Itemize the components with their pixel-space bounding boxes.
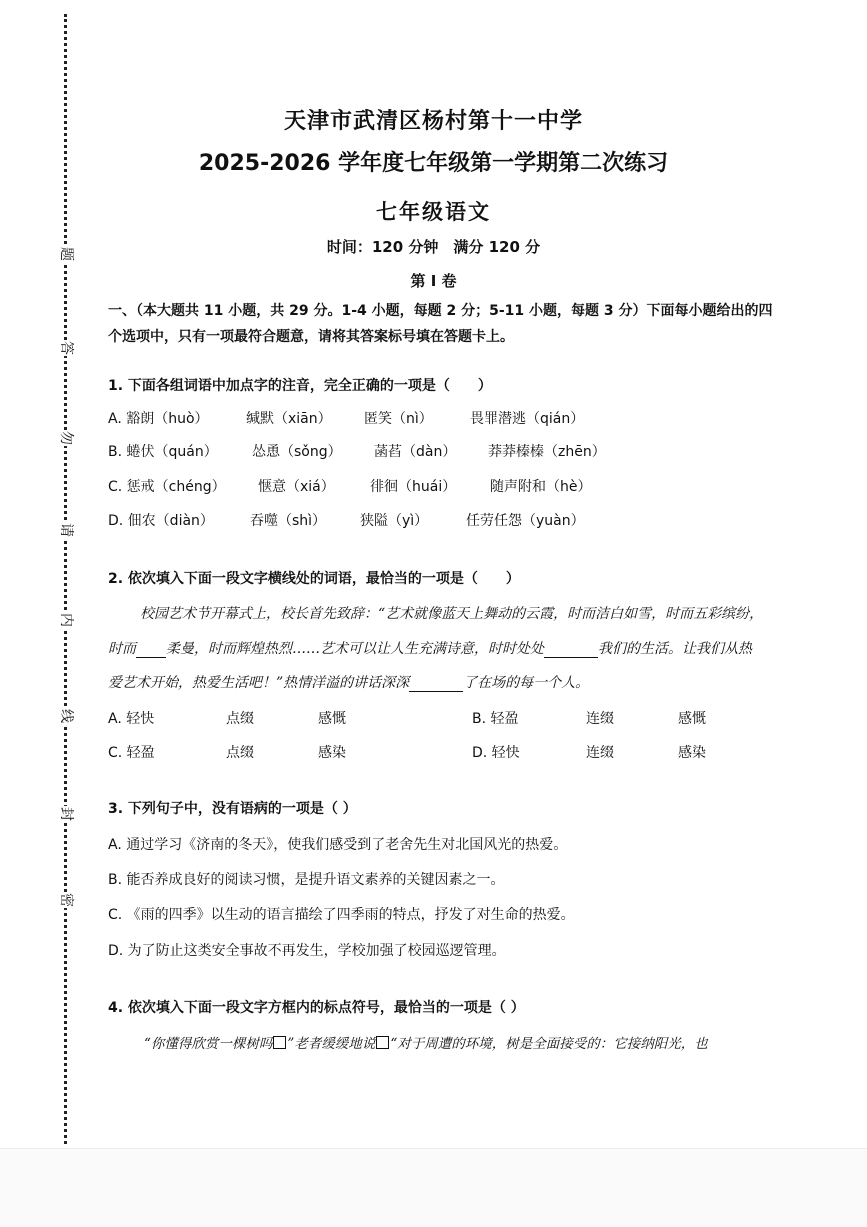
school-title: 天津市武清区杨村第十一中学 [283, 109, 583, 134]
passage-text: ”老者缓缓地说 [287, 1036, 376, 1052]
passage-text: 我们的生活。让我们从热 [598, 641, 752, 657]
question-4-stem: 4. 依次填入下面一段文字方框内的标点符号，最恰当的一项是（ ） [108, 1000, 525, 1016]
passage-text: “对于周遭的环境，树是全面接受的：它接纳阳光，也 [390, 1036, 708, 1052]
page-bottom-edge [0, 1148, 867, 1227]
question-2-passage-line3 [108, 672, 589, 692]
q2-option-b-word3: 感慨 [678, 711, 706, 727]
margin-char: 请 [58, 523, 74, 537]
passage-text: 了在场的每一个人。 [463, 675, 590, 691]
margin-char: 线 [58, 709, 74, 723]
option-a-word1: A. 豁朗（huò） [108, 411, 209, 427]
q3-option-a: A. 通过学习《济南的冬天》，使我们感受到了老舍先生对北国风光的热爱。 [108, 837, 568, 853]
option-d-word1: D. 佃农（diàn） [108, 513, 214, 529]
option-b-word2: 怂恿（sǒng） [252, 444, 342, 460]
q3-option-b: B. 能否养成良好的阅读习惯，是提升语文素养的关键因素之一。 [108, 872, 505, 888]
q2-option-a-label: A. 轻快 [108, 711, 155, 727]
q3-option-c: C. 《雨的四季》以生动的语言描绘了四季雨的特点，抒发了对生命的热爱。 [108, 907, 575, 923]
option-a-word2: 缄默（xiān） [246, 411, 332, 427]
option-c-word2: 惬意（xiá） [258, 479, 335, 495]
q2-option-c-label: C. 轻盈 [108, 745, 155, 761]
option-c-word1: C. 惩戒（chéng） [108, 479, 226, 495]
passage-text: “你懂得欣赏一棵树吗 [144, 1036, 273, 1052]
fill-blank-2 [544, 641, 598, 658]
q2-option-b-word2: 连缀 [586, 711, 614, 727]
margin-char: 勿 [58, 431, 74, 445]
section-instruction-line1: 一、（本大题共 11 小题，共 29 分。1-4 小题，每题 2 分；5-11 小题，每题 3 分）下面每小题给出的四 [108, 303, 773, 319]
q2-option-d-label: D. 轻快 [472, 745, 520, 761]
option-a-word4: 畏罪潜逃（qián） [470, 411, 585, 427]
question-2-passage-line2 [108, 638, 752, 658]
binding-dotted-line [64, 14, 67, 1144]
option-b-word4: 莽莽榛榛（zhēn） [488, 444, 606, 460]
option-b-word1: B. 蜷伏（quán） [108, 444, 218, 460]
q3-option-d: D. 为了防止这类安全事故不再发生，学校加强了校园巡逻管理。 [108, 943, 506, 959]
option-d-word4: 任劳任怨（yuàn） [466, 513, 585, 529]
q2-option-c-word2: 点缀 [226, 745, 254, 761]
passage-text: 时而 [108, 641, 136, 657]
q2-option-a-word3: 感慨 [318, 711, 346, 727]
margin-char: 密 [58, 893, 74, 907]
option-c-word3: 徘徊（huái） [370, 479, 457, 495]
margin-char: 内 [58, 613, 74, 627]
q2-option-a-word2: 点缀 [226, 711, 254, 727]
punctuation-box-2 [376, 1036, 389, 1049]
margin-char: 题 [58, 247, 74, 261]
passage-text: 柔曼，时而辉煌热烈……艺术可以让人生充满诗意，时时处处 [166, 641, 544, 657]
exam-term-title: 2025-2026 学年度七年级第一学期第二次练习 [198, 151, 669, 176]
question-2-stem: 2. 依次填入下面一段文字横线处的词语，最恰当的一项是（ ） [108, 571, 520, 587]
fill-blank-3 [409, 675, 463, 692]
margin-char: 封 [58, 807, 74, 821]
q2-option-b-label: B. 轻盈 [472, 711, 519, 727]
passage-text: 爱艺术开始，热爱生活吧！”热情洋溢的讲话深深 [108, 675, 410, 691]
volume-label: 第 I 卷 [410, 272, 457, 290]
question-1-stem: 1. 下面各组词语中加点字的注音，完全正确的一项是（ ） [108, 378, 492, 394]
option-b-word3: 菡萏（dàn） [374, 444, 457, 460]
question-4-passage-line1 [144, 1032, 708, 1052]
punctuation-box-1 [273, 1036, 286, 1049]
option-a-word3: 匿笑（nì） [364, 411, 433, 427]
q2-option-d-word3: 感染 [678, 745, 706, 761]
subject-title: 七年级语文 [376, 200, 491, 224]
q2-option-d-word2: 连缀 [586, 745, 614, 761]
question-3-stem: 3. 下列句子中，没有语病的一项是（ ） [108, 801, 357, 817]
q2-option-c-word3: 感染 [318, 745, 346, 761]
option-d-word2: 吞噬（shì） [250, 513, 327, 529]
section-instruction-line2: 个选项中，只有一项最符合题意，请将其答案标号填在答题卡上。 [108, 329, 514, 345]
exam-time: 时间：120 分钟 满分 120 分 [326, 238, 541, 256]
question-2-passage-line1: 校园艺术节开幕式上，校长首先致辞：“艺术就像蓝天上舞动的云霞，时而洁白如雪，时而五彩缤纷， [140, 606, 764, 622]
fill-blank-1 [136, 641, 166, 658]
option-d-word3: 狭隘（yì） [360, 513, 429, 529]
margin-char: 答 [58, 341, 74, 355]
option-c-word4: 随声附和（hè） [490, 479, 592, 495]
